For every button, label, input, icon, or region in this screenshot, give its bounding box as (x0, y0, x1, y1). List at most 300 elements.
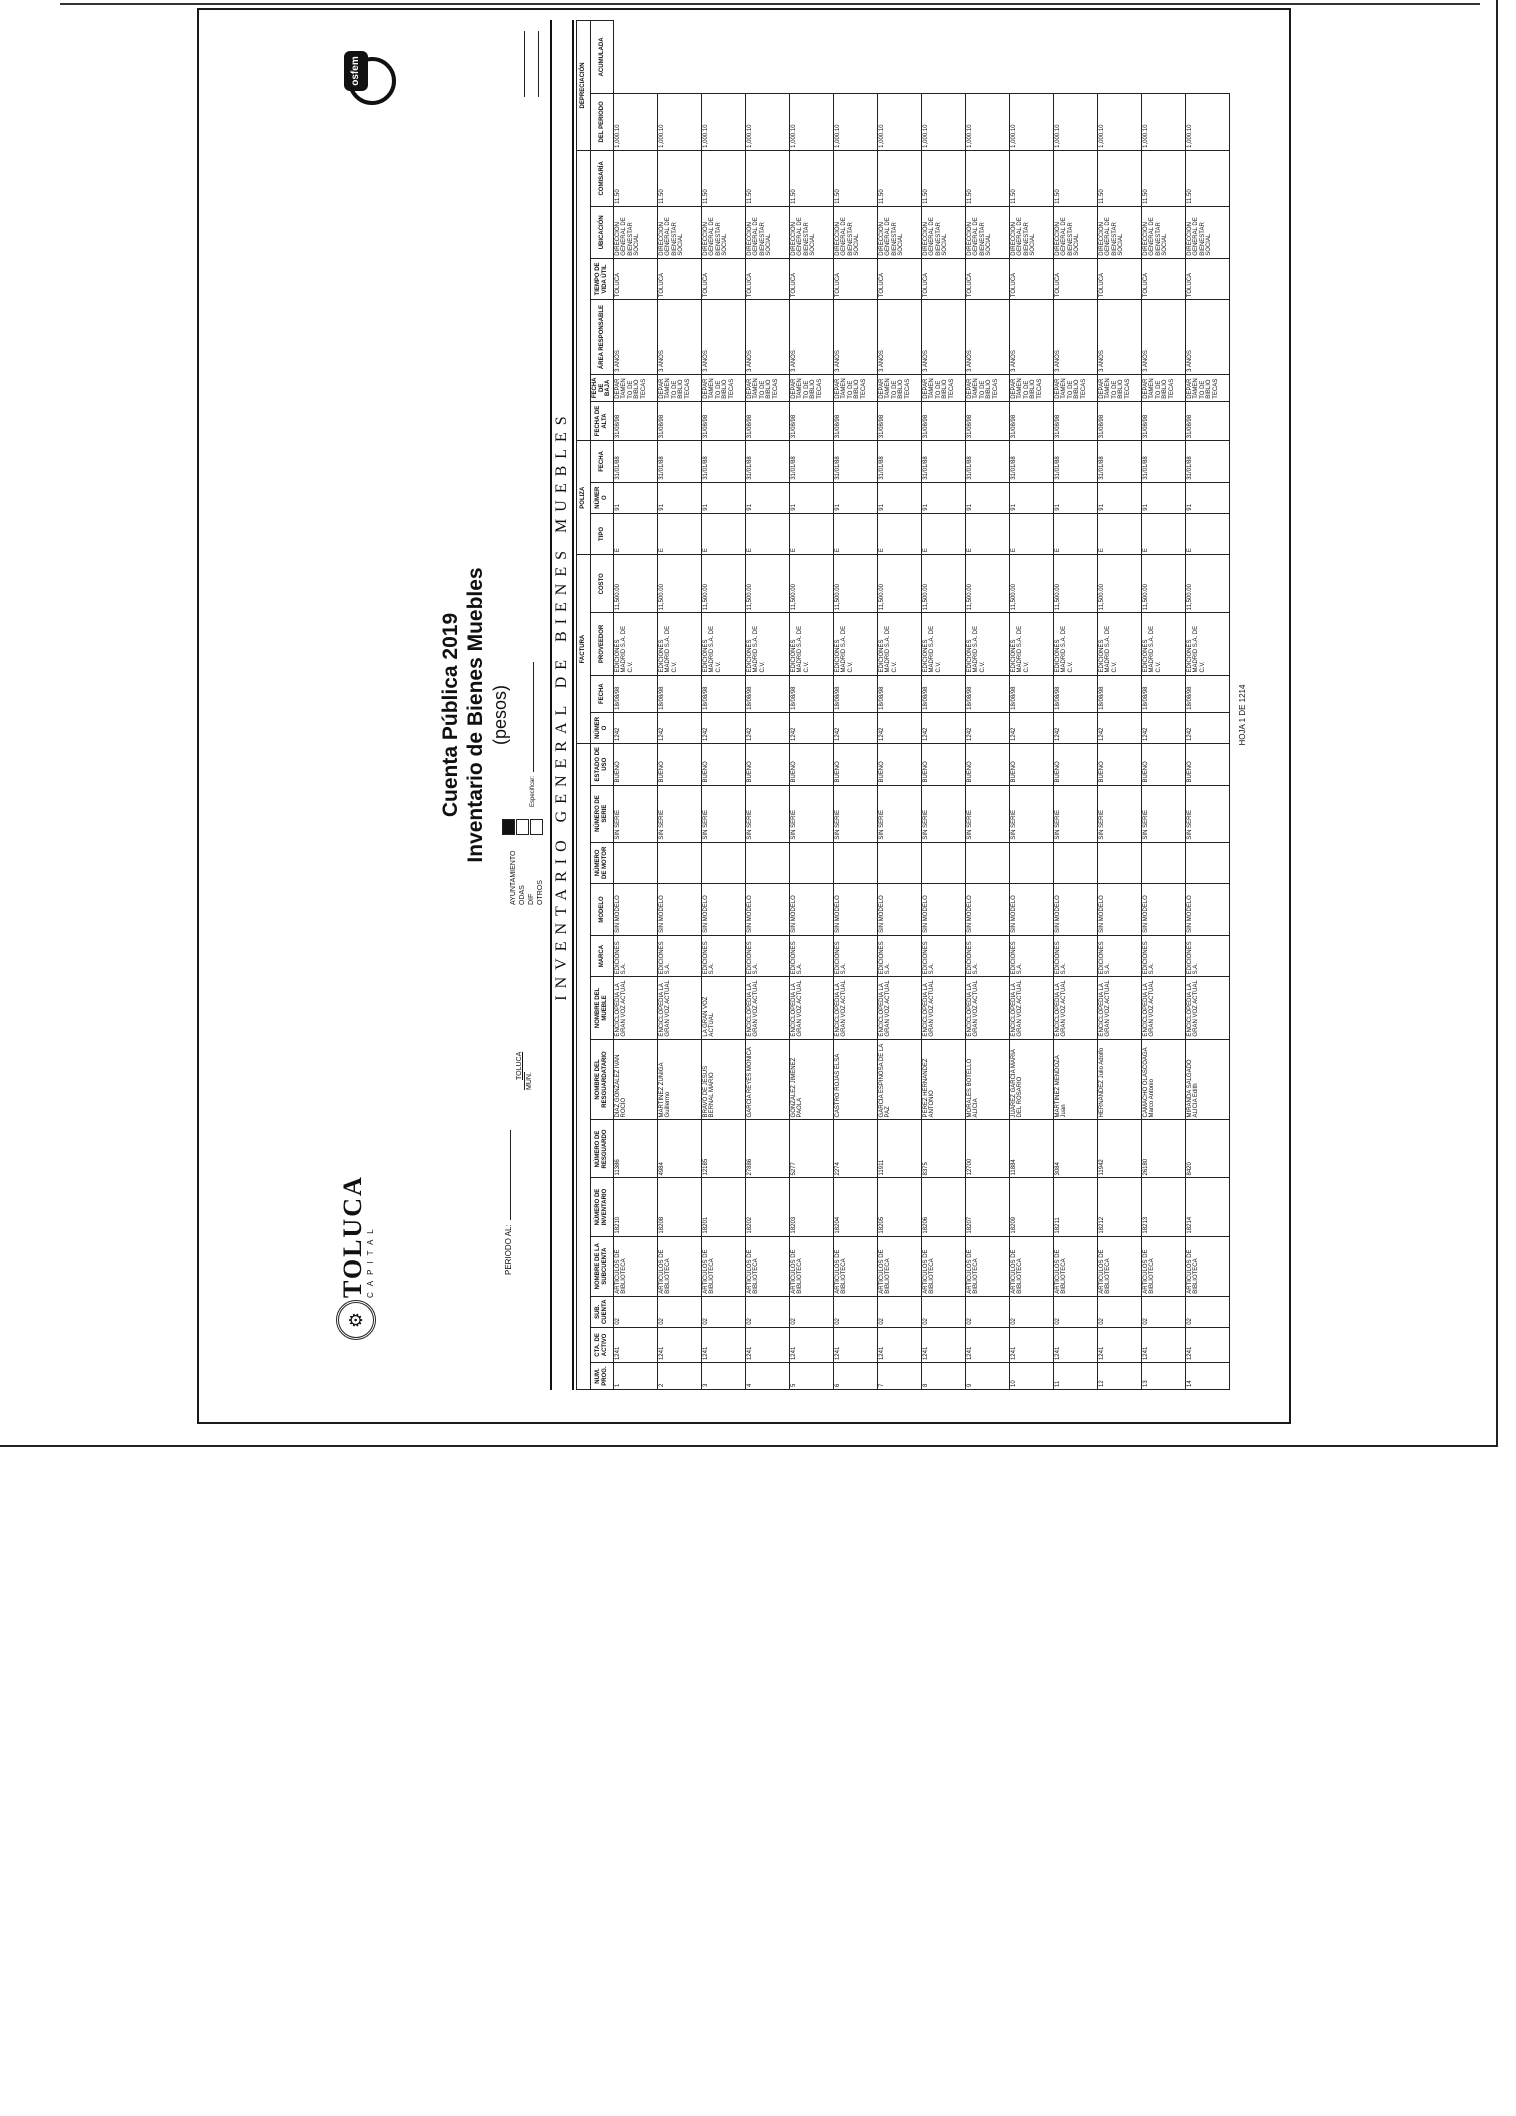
table-cell: 18209 (1009, 1178, 1053, 1236)
table-row (1185, 21, 1229, 1390)
table-cell: E (1097, 513, 1141, 554)
table-cell: ENCICLOPEDIA LA GRAN VOZ ACTUAL (1185, 977, 1229, 1039)
table-cell: 1241 (1097, 1327, 1141, 1362)
table-cell: DEPARTAMENTO DE BIBLIOTECAS (657, 374, 701, 401)
table-cell: 11 (1053, 1363, 1097, 1390)
table-row (701, 21, 745, 1390)
document-title: Cuenta Pública 2019 (439, 612, 462, 818)
table-cell: 26180 (1141, 1120, 1185, 1178)
rotated-sheet (204, 15, 1284, 1415)
table-cell: 1242 (657, 712, 701, 743)
table-cell: SIN SERIE (613, 785, 657, 842)
table-cell: SIN SERIE (657, 785, 701, 842)
table-cell: 11,500.00 (1141, 555, 1185, 613)
table-cell: 02 (701, 1296, 745, 1327)
table-cell (789, 842, 833, 883)
table-cell: 91 (1009, 482, 1053, 513)
seal-icon: ⚙ (336, 1300, 376, 1340)
table-cell: ARTÍCULOS DE BIBLIOTECA (921, 1236, 965, 1296)
table-cell: MORALES BOTELLO ALICIA (965, 1039, 1009, 1120)
table-row (1141, 21, 1185, 1390)
table-cell: 02 (1097, 1296, 1141, 1327)
table-cell: SIN SERIE (1185, 785, 1229, 842)
table-cell: 11.50 (613, 150, 657, 206)
table-cell: DEPARTAMENTO DE BIBLIOTECAS (921, 374, 965, 401)
table-cell: E (1053, 513, 1097, 554)
table-cell: BUENO (701, 743, 745, 785)
table-cell: 11386 (613, 1120, 657, 1178)
table-cell: 11.50 (1185, 150, 1229, 206)
table-cell: 11.50 (965, 150, 1009, 206)
group-header-blank (577, 150, 591, 440)
table-cell: 8375 (921, 1120, 965, 1178)
table-cell: 02 (833, 1296, 877, 1327)
table-cell: EDICIONES MADRID S.A. DE C.V. (701, 613, 745, 675)
table-cell: 91 (833, 482, 877, 513)
table-cell: 18/08/98 (833, 675, 877, 712)
table-cell: BUENO (1185, 743, 1229, 785)
table-cell: JUÁREZ GARCÍA MARÍA DEL ROSARIO (1009, 1039, 1053, 1120)
column-header: ACUMULADA (591, 21, 614, 94)
table-cell: 11,500.00 (745, 555, 789, 613)
table-cell: DIRECCIÓN GENERAL DE BIENESTAR SOCIAL (1053, 206, 1097, 258)
table-cell: 9 (965, 1363, 1009, 1390)
column-header: TIEMPO DE VIDA ÚTIL (591, 258, 614, 299)
table-cell: DÍAZ GONZÁLEZ IVAN ROCÍO (613, 1039, 657, 1120)
table-cell: DIRECCIÓN GENERAL DE BIENESTAR SOCIAL (833, 206, 877, 258)
table-cell: 18/08/98 (789, 675, 833, 712)
table-cell: 1,000.10 (701, 93, 745, 150)
table-cell: 1242 (833, 712, 877, 743)
table-cell: 02 (1009, 1296, 1053, 1327)
table-cell: 31/08/98 (1009, 401, 1053, 440)
table-cell: BUENO (1053, 743, 1097, 785)
table-cell (701, 842, 745, 883)
table-cell: MARTÍNEZ MENDOZA Juan (1053, 1039, 1097, 1120)
table-cell: DEPARTAMENTO DE BIBLIOTECAS (1097, 374, 1141, 401)
table-column-header-row (591, 21, 614, 1390)
table-cell (965, 842, 1009, 883)
table-cell: 02 (1053, 1296, 1097, 1327)
table-cell: 1242 (1185, 712, 1229, 743)
table-cell: 3084 (1053, 1120, 1097, 1178)
table-cell: DEPARTAMENTO DE BIBLIOTECAS (745, 374, 789, 401)
table-cell: ARTÍCULOS DE BIBLIOTECA (745, 1236, 789, 1296)
table-cell: 11,500.00 (833, 555, 877, 613)
table-cell: EDICIONES MADRID S.A. DE C.V. (1097, 613, 1141, 675)
table-group-header-row (577, 21, 591, 1390)
table-cell: ARTÍCULOS DE BIBLIOTECA (1097, 1236, 1141, 1296)
table-cell: 18204 (833, 1178, 877, 1236)
table-cell: 18214 (1185, 1178, 1229, 1236)
table-cell: GARCÍA ESPINOSA DE LA PAZ (877, 1039, 921, 1120)
table-cell: TOLUCA (1097, 258, 1141, 299)
table-cell: EDICIONES MADRID S.A. DE C.V. (833, 613, 877, 675)
table-cell: ARTÍCULOS DE BIBLIOTECA (701, 1236, 745, 1296)
column-header: FECHA (591, 675, 614, 712)
table-row (965, 21, 1009, 1390)
table-cell: 91 (701, 482, 745, 513)
table-cell: ARTÍCULOS DE BIBLIOTECA (965, 1236, 1009, 1296)
table-cell: 18/08/98 (1009, 675, 1053, 712)
table-cell: DEPARTAMENTO DE BIBLIOTECAS (789, 374, 833, 401)
table-cell: 1 (613, 1363, 657, 1390)
osfem-logo (344, 50, 392, 105)
table-cell: 31/01/88 (745, 441, 789, 482)
table-cell (877, 842, 921, 883)
table-cell: 18207 (965, 1178, 1009, 1236)
table-cell: EDICIONES S.A. (877, 935, 921, 976)
table-cell: 8 (921, 1363, 965, 1390)
document-unit: (pesos) (490, 684, 510, 746)
table-cell: 18/08/98 (657, 675, 701, 712)
column-header: NOMBRE DEL RESGUARDATARIO (591, 1039, 614, 1120)
table-cell: 1,000.10 (877, 93, 921, 150)
table-cell: E (833, 513, 877, 554)
table-cell (1009, 842, 1053, 883)
table-cell: SIN MODELO (833, 884, 877, 936)
table-row (613, 21, 657, 1390)
table-cell: 31/01/88 (789, 441, 833, 482)
column-header: NOMBRE DE LA SUBCUENTA (591, 1236, 614, 1296)
table-cell: SIN SERIE (1141, 785, 1185, 842)
table-cell: 10 (1009, 1363, 1053, 1390)
table-cell: 31/08/98 (1097, 401, 1141, 440)
table-cell: EDICIONES MADRID S.A. DE C.V. (1053, 613, 1097, 675)
table-cell: BUENO (789, 743, 833, 785)
checkbox-dif (530, 819, 543, 835)
table-row (657, 21, 701, 1390)
table-cell: BUENO (1009, 743, 1053, 785)
table-cell: ARTÍCULOS DE BIBLIOTECA (657, 1236, 701, 1296)
table-cell: 3 AÑOS (921, 300, 965, 375)
table-cell: EDICIONES MADRID S.A. DE C.V. (745, 613, 789, 675)
table-cell: SIN SERIE (745, 785, 789, 842)
column-header: FECHA DE ALTA (591, 401, 614, 440)
table-cell: 1241 (1141, 1327, 1185, 1362)
column-header: NÚMERO DE INVENTARIO (591, 1178, 614, 1236)
table-cell: E (1141, 513, 1185, 554)
column-header: COMISARÍA (591, 150, 614, 206)
table-cell: EDICIONES S.A. (1141, 935, 1185, 976)
table-cell: DIRECCIÓN GENERAL DE BIENESTAR SOCIAL (1009, 206, 1053, 258)
table-cell: 1,000.10 (1141, 93, 1185, 150)
table-cell: 31/01/88 (965, 441, 1009, 482)
table-cell: DEPARTAMENTO DE BIBLIOTECAS (1185, 374, 1229, 401)
table-cell: 11.50 (1097, 150, 1141, 206)
table-cell: 1241 (833, 1327, 877, 1362)
table-cell: 3 AÑOS (1053, 300, 1097, 375)
table-cell: 12700 (965, 1120, 1009, 1178)
table-cell: TOLUCA (657, 258, 701, 299)
toluca-logo-sub: CAPITAL (366, 1223, 375, 1298)
table-cell (833, 842, 877, 883)
table-cell: 31/08/98 (833, 401, 877, 440)
table-cell: 1242 (1053, 712, 1097, 743)
entity-type-checkboxes (502, 819, 544, 835)
column-header: FECHA (591, 441, 614, 482)
table-cell: 31/08/98 (657, 401, 701, 440)
table-cell: SIN MODELO (921, 884, 965, 936)
column-header: SUB. CUENTA (591, 1296, 614, 1327)
table-cell: ENCICLOPEDIA LA GRAN VOZ ACTUAL (833, 977, 877, 1039)
periodo-label: PERIODO AL: (504, 1224, 513, 1275)
table-cell: E (921, 513, 965, 554)
table-cell: 31/08/98 (701, 401, 745, 440)
table-cell: E (1009, 513, 1053, 554)
table-cell: DIRECCIÓN GENERAL DE BIENESTAR SOCIAL (745, 206, 789, 258)
checkbox-odas (516, 819, 529, 835)
table-cell: 11.50 (877, 150, 921, 206)
group-header-factura: FACTURA (577, 555, 591, 744)
column-header: FECHA DE BAJA (591, 374, 614, 401)
column-header: NÚMERO DE SERIE (591, 785, 614, 842)
table-cell: ENCICLOPEDIA LA GRAN VOZ ACTUAL (745, 977, 789, 1039)
table-cell: ARTÍCULOS DE BIBLIOTECA (789, 1236, 833, 1296)
table-cell: 91 (1141, 482, 1185, 513)
table-cell: 1241 (613, 1327, 657, 1362)
table-cell: DEPARTAMENTO DE BIBLIOTECAS (833, 374, 877, 401)
table-row (1097, 21, 1141, 1390)
table-cell: 18/08/98 (1141, 675, 1185, 712)
column-header: MARCA (591, 935, 614, 976)
scan-top-rule (60, 3, 1480, 5)
table-cell: 02 (657, 1296, 701, 1327)
column-header: COSTO (591, 555, 614, 613)
table-cell: EDICIONES S.A. (613, 935, 657, 976)
table-cell: 31/08/98 (877, 401, 921, 440)
table-cell: 3 AÑOS (833, 300, 877, 375)
table-cell: TOLUCA (965, 258, 1009, 299)
table-cell: 2274 (833, 1120, 877, 1178)
table-cell: ENCICLOPEDIA LA GRAN VOZ ACTUAL (1097, 977, 1141, 1039)
table-cell: TOLUCA (745, 258, 789, 299)
table-cell: 3 (701, 1363, 745, 1390)
table-cell: 18/08/98 (701, 675, 745, 712)
table-cell: EDICIONES MADRID S.A. DE C.V. (1185, 613, 1229, 675)
table-cell (1185, 842, 1229, 883)
column-header: PROVEEDOR (591, 613, 614, 675)
table-cell (613, 842, 657, 883)
table-cell: ENCICLOPEDIA LA GRAN VOZ ACTUAL (657, 977, 701, 1039)
table-cell: 1241 (701, 1327, 745, 1362)
table-cell: SIN MODELO (1009, 884, 1053, 936)
table-cell: 31/01/88 (701, 441, 745, 482)
table-cell: 3 AÑOS (657, 300, 701, 375)
column-header: NÚMERO DE MOTOR (591, 842, 614, 883)
table-cell: 3 AÑOS (1141, 300, 1185, 375)
table-cell: 31/01/88 (921, 441, 965, 482)
table-cell: 31/08/98 (1185, 401, 1229, 440)
table-cell: 02 (965, 1296, 1009, 1327)
table-cell: ENCICLOPEDIA LA GRAN VOZ ACTUAL (789, 977, 833, 1039)
table-cell: ARTÍCULOS DE BIBLIOTECA (1009, 1236, 1053, 1296)
table-cell: E (965, 513, 1009, 554)
table-cell: 02 (745, 1296, 789, 1327)
table-cell: 4984 (657, 1120, 701, 1178)
table-cell (921, 842, 965, 883)
table-cell: TOLUCA (921, 258, 965, 299)
table-cell: 31/01/88 (877, 441, 921, 482)
table-cell: TOLUCA (833, 258, 877, 299)
table-cell: SIN MODELO (877, 884, 921, 936)
table-cell: 18208 (657, 1178, 701, 1236)
table-cell: EDICIONES S.A. (789, 935, 833, 976)
table-cell: BUENO (877, 743, 921, 785)
table-cell: SIN SERIE (965, 785, 1009, 842)
table-cell: MARTÍNEZ ZÚÑIGA Guillermo (657, 1039, 701, 1120)
table-cell: BUENO (613, 743, 657, 785)
table-cell: 91 (789, 482, 833, 513)
table-cell: 1241 (745, 1327, 789, 1362)
table-cell: 1,000.10 (833, 93, 877, 150)
table-cell: 7 (877, 1363, 921, 1390)
municipio-label: MUN. (526, 1072, 533, 1090)
table-cell: SIN MODELO (789, 884, 833, 936)
table-cell: 91 (877, 482, 921, 513)
table-cell: E (657, 513, 701, 554)
table-cell: ARTÍCULOS DE BIBLIOTECA (1141, 1236, 1185, 1296)
table-cell: DIRECCIÓN GENERAL DE BIENESTAR SOCIAL (1097, 206, 1141, 258)
group-header-blank (577, 743, 591, 1389)
table-cell: EDICIONES MADRID S.A. DE C.V. (789, 613, 833, 675)
table-body (613, 21, 1229, 1390)
table-cell: 11.50 (1053, 150, 1097, 206)
table-cell: EDICIONES S.A. (1097, 935, 1141, 976)
column-header: MODELO (591, 884, 614, 936)
table-cell: 1242 (789, 712, 833, 743)
column-header: DEL PERIODO (591, 93, 614, 150)
table-cell: 3 AÑOS (1097, 300, 1141, 375)
table-cell: SIN MODELO (1185, 884, 1229, 936)
table-cell: DIRECCIÓN GENERAL DE BIENESTAR SOCIAL (1141, 206, 1185, 258)
table-cell: 1241 (657, 1327, 701, 1362)
municipio-value: TOLUCA (516, 1051, 523, 1080)
table-cell: 4 (745, 1363, 789, 1390)
table-cell: 18/08/98 (1185, 675, 1229, 712)
table-cell: DIRECCIÓN GENERAL DE BIENESTAR SOCIAL (1185, 206, 1229, 258)
column-header: ESTADO DE USO (591, 743, 614, 785)
table-cell: EDICIONES S.A. (921, 935, 965, 976)
table-cell (1097, 842, 1141, 883)
table-cell: 1242 (877, 712, 921, 743)
table-cell: BRAVO DE JESÚS BERNAL MARIO (701, 1039, 745, 1120)
table-cell: 11,500.00 (921, 555, 965, 613)
table-cell: DEPARTAMENTO DE BIBLIOTECAS (965, 374, 1009, 401)
table-cell: GONZÁLEZ JIMÉNEZ PAOLA (789, 1039, 833, 1120)
table-cell: 27886 (745, 1120, 789, 1178)
table-cell: 1,000.10 (1053, 93, 1097, 150)
table-cell: DEPARTAMENTO DE BIBLIOTECAS (1009, 374, 1053, 401)
table-cell: 1241 (1009, 1327, 1053, 1362)
table-cell: ENCICLOPEDIA LA GRAN VOZ ACTUAL (921, 977, 965, 1039)
table-cell: 3 AÑOS (1009, 300, 1053, 375)
table-cell: 18213 (1141, 1178, 1185, 1236)
table-cell: 91 (1053, 482, 1097, 513)
table-cell: 18/08/98 (877, 675, 921, 712)
table-cell: 91 (1185, 482, 1229, 513)
table-cell: ENCICLOPEDIA LA GRAN VOZ ACTUAL (1141, 977, 1185, 1039)
table-cell: 18/08/98 (965, 675, 1009, 712)
table-cell: 11.50 (789, 150, 833, 206)
table-cell: 31/01/88 (833, 441, 877, 482)
inventory-band-title: INVENTARIO GENERAL DE BIENES MUEBLES (550, 20, 574, 1390)
table-cell: EDICIONES S.A. (745, 935, 789, 976)
table-cell: BUENO (921, 743, 965, 785)
table-cell: 1241 (877, 1327, 921, 1362)
table-cell: BUENO (1141, 743, 1185, 785)
table-cell: ENCICLOPEDIA LA GRAN VOZ ACTUAL (965, 977, 1009, 1039)
table-cell: 1,000.10 (1009, 93, 1053, 150)
table-cell: 91 (613, 482, 657, 513)
column-header: TIPO (591, 513, 614, 554)
table-cell: 31/08/98 (921, 401, 965, 440)
table-cell: 91 (1097, 482, 1141, 513)
table-cell: EDICIONES MADRID S.A. DE C.V. (1141, 613, 1185, 675)
table-cell (745, 842, 789, 883)
table-cell: 1,000.10 (965, 93, 1009, 150)
table-cell: 18212 (1097, 1178, 1141, 1236)
table-cell: 5277 (789, 1120, 833, 1178)
table-cell: EDICIONES MADRID S.A. DE C.V. (877, 613, 921, 675)
table-cell: 3 AÑOS (701, 300, 745, 375)
table-cell: LA GRAN VOZ ACTUAL (701, 977, 745, 1039)
toluca-logo (336, 1175, 376, 1340)
column-header: NÚMERO DE RESGUARDO (591, 1120, 614, 1178)
table-cell (1141, 842, 1185, 883)
table-cell: HERNÁNDEZ Julio Adolfo (1097, 1039, 1141, 1120)
table-cell: 3 AÑOS (745, 300, 789, 375)
table-cell: 91 (921, 482, 965, 513)
column-header: NOMBRE DEL MUEBLE (591, 977, 614, 1039)
table-cell: ARTÍCULOS DE BIBLIOTECA (1053, 1236, 1097, 1296)
table-cell: DIRECCIÓN GENERAL DE BIENESTAR SOCIAL (789, 206, 833, 258)
table-cell: 31/08/98 (613, 401, 657, 440)
table-cell: DEPARTAMENTO DE BIBLIOTECAS (701, 374, 745, 401)
table-cell: 31/01/88 (1185, 441, 1229, 482)
checkbox-ayuntamiento (502, 819, 515, 835)
osfem-mark-icon: osfem (344, 51, 368, 91)
table-cell: E (877, 513, 921, 554)
table-cell: 18203 (789, 1178, 833, 1236)
table-cell: 31/08/98 (965, 401, 1009, 440)
table-cell: 31/01/88 (1097, 441, 1141, 482)
toluca-logo-text: TOLUCA (338, 1175, 367, 1298)
column-header: NUM. PROG. (591, 1363, 614, 1390)
table-row (745, 21, 789, 1390)
table-cell: 11.50 (921, 150, 965, 206)
table-cell: 14 (1185, 1363, 1229, 1390)
table-cell: E (701, 513, 745, 554)
table-cell: 3 AÑOS (877, 300, 921, 375)
table-cell: EDICIONES S.A. (965, 935, 1009, 976)
table-cell: EDICIONES S.A. (701, 935, 745, 976)
table-cell: 1242 (1141, 712, 1185, 743)
table-row (789, 21, 833, 1390)
table-cell: ARTÍCULOS DE BIBLIOTECA (1185, 1236, 1229, 1296)
table-cell: 1242 (965, 712, 1009, 743)
table-cell: EDICIONES S.A. (657, 935, 701, 976)
especificar-field (530, 662, 536, 807)
table-cell: 11.50 (1141, 150, 1185, 206)
table-cell: ENCICLOPEDIA LA GRAN VOZ ACTUAL (613, 977, 657, 1039)
table-cell: ARTÍCULOS DE BIBLIOTECA (613, 1236, 657, 1296)
table-cell: 1,000.10 (1185, 93, 1229, 150)
table-cell: 11884 (1009, 1120, 1053, 1178)
table-cell: 11.50 (701, 150, 745, 206)
table-cell: 1,000.10 (1097, 93, 1141, 150)
table-cell: SIN SERIE (1053, 785, 1097, 842)
